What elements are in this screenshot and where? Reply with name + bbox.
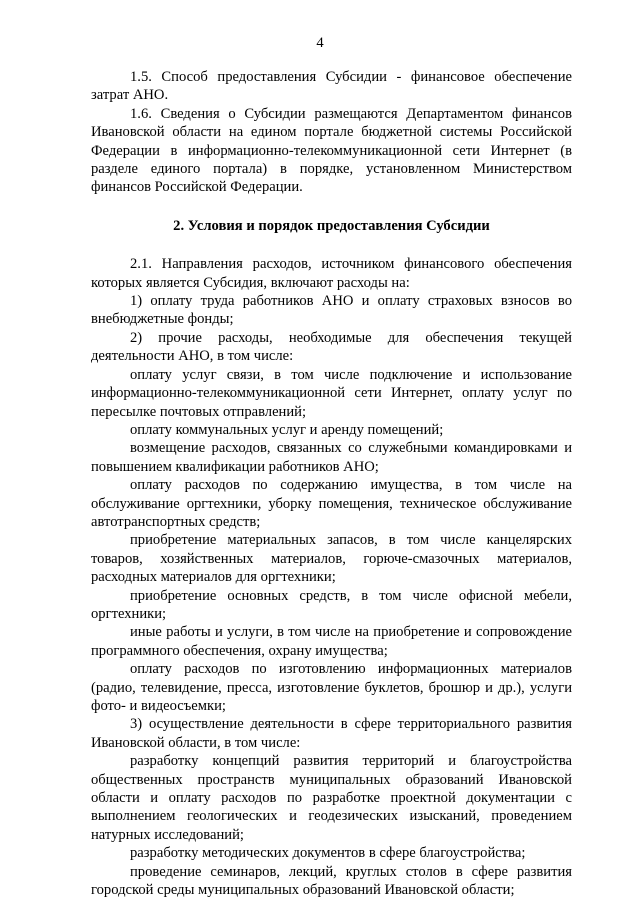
- list-item: возмещение расходов, связанных со служебными командировками и повышением квалификации работников АНО;: [91, 440, 572, 475]
- paragraph-1-5: 1.5. Способ предоставления Субсидии - финансовое обеспечение затрат АНО.: [91, 69, 572, 104]
- paragraph-1-6: 1.6. Сведения о Субсидии размещаются Департаментом финансов Ивановской области на едином портале бюджетной системы Российской Федерации в информационно-телекоммуникационной сети Интернет (в разделе единого портала) в порядке, установленном Министерством финансов Российской Федерации.: [91, 105, 572, 196]
- list-item: разработку концепций развития территорий и благоустройства общественных пространств муниципальных образований Ивановской области и оплату расходов по разработке проектной документации с выполнением геологических и геодезических изысканий, проведением натурных исследований;: [91, 753, 572, 843]
- list-item: 2) прочие расходы, необходимые для обеспечения текущей деятельности АНО, в том числе:: [91, 329, 572, 365]
- list-item: приобретение материальных запасов, в том числе канцелярских товаров, хозяйственных материалов, горюче-смазочных материалов, расходных материалов для оргтехники;: [91, 532, 572, 586]
- list-item: разработку методических документов в сфере благоустройства;: [130, 845, 526, 862]
- list-item: приобретение основных средств, в том числе офисной мебели, оргтехники;: [91, 587, 572, 622]
- page-number: 4: [316, 35, 324, 51]
- list-item: 3) осуществление деятельности в сфере территориального развития Ивановской области, в том числе:: [91, 716, 572, 751]
- section-heading: 2. Условия и порядок предоставления Субсидии: [173, 217, 490, 234]
- list-item: 1) оплату труда работников АНО и оплату страховых взносов во внебюджетные фонды;: [91, 293, 572, 328]
- list-item: проведение семинаров, лекций, круглых столов в сфере развития городской среды муниципальных образований Ивановской области;: [91, 863, 572, 899]
- document-body: [91, 68, 572, 899]
- list-item: оплату расходов по изготовлению информационных материалов (радио, телевидение, пресса, изготовление буклетов, брошюр и др.), услуги фото- и видеосъемки;: [91, 661, 572, 714]
- paragraph-2-1: 2.1. Направления расходов, источником финансового обеспечения которых является Субсидия, включают расходы на:: [91, 256, 572, 291]
- list-item: оплату расходов по содержанию имущества, в том числе на обслуживание оргтехники, уборку помещения, техническое обслуживание автотранспортных средств;: [91, 477, 572, 530]
- list-item: оплату коммунальных услуг и аренду помещений;: [130, 421, 444, 438]
- list-item: иные работы и услуги, в том числе на приобретение и сопровождение программного обеспечения, охрану имущества;: [91, 624, 572, 659]
- list-item: оплату услуг связи, в том числе подключение и использование информационно-телекоммуникационной сети Интернет, оплату услуг по пересылке почтовых отправлений;: [91, 366, 572, 420]
